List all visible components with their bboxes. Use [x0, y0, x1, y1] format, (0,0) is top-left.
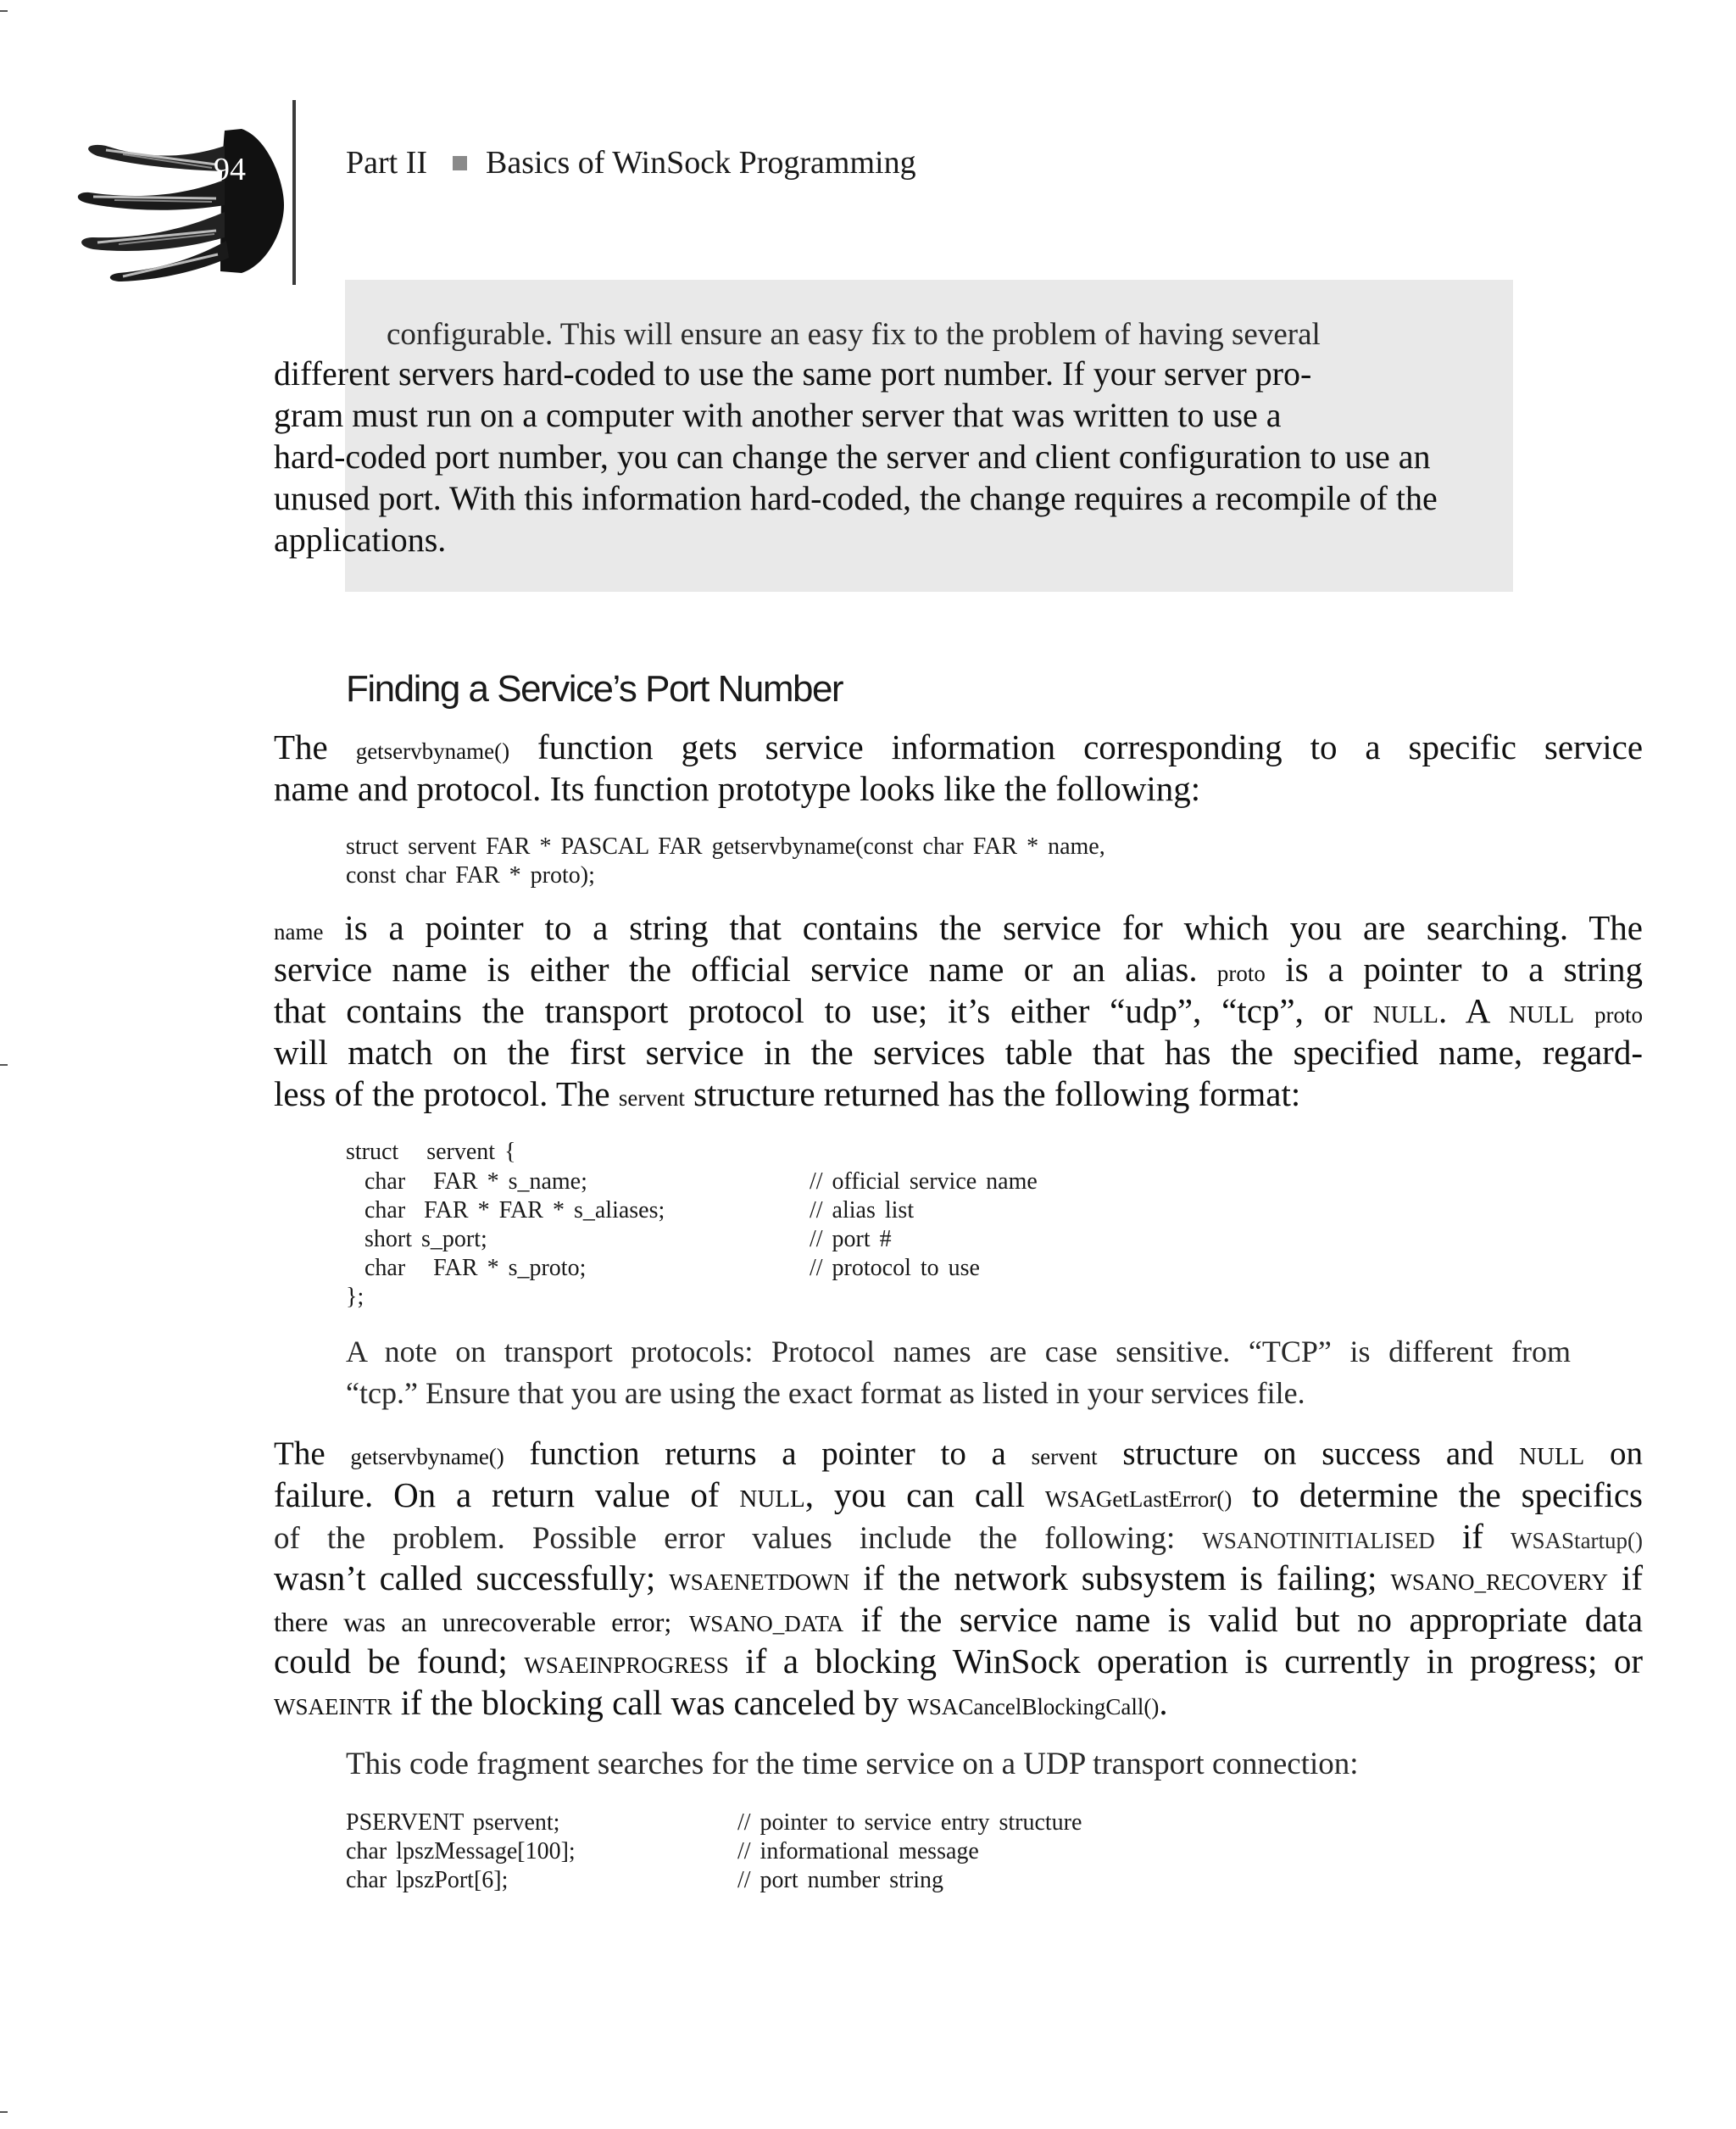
inline-code: WSANO_DATA [688, 1611, 844, 1636]
inline-code: WSANO_RECOVERY [1390, 1569, 1608, 1595]
fragment-code-comment: // port number string [737, 1867, 943, 1893]
text: there was an unrecoverable error; [274, 1607, 672, 1637]
text: of the problem. Possible error values include the following: [274, 1521, 1176, 1556]
page-tab-hand-icon [72, 112, 301, 290]
text: The [274, 727, 328, 766]
inline-code: NULL [739, 1485, 805, 1513]
continuation-line: configurable. This will ensure an easy fix to the problem of having several [387, 317, 1321, 352]
inline-code: WSAStartup() [1511, 1528, 1644, 1553]
inline-code: proto [1216, 961, 1266, 986]
returns-line [274, 1558, 1643, 1603]
text: wasn’t called successfully; [274, 1558, 656, 1597]
returns-line [274, 1433, 1643, 1478]
margin-tick [0, 2111, 8, 2113]
text: if the network subsystem is failing; [863, 1558, 1377, 1597]
text: if the service name is valid but no appropriate data [860, 1600, 1644, 1639]
text: on [1610, 1435, 1644, 1472]
note-line: “tcp.” Ensure that you are using the exact format as listed in your services file. [346, 1376, 1305, 1410]
text: structure on success and [1122, 1435, 1494, 1472]
text: if [1461, 1517, 1483, 1556]
fragment-code-comment: // pointer to service entry structure [737, 1809, 1082, 1836]
text: if the blocking call was canceled by [400, 1683, 899, 1722]
text: structure returned has the following format: [693, 1074, 1301, 1113]
struct-code-comment: // alias list [810, 1197, 915, 1223]
page-number: 94 [214, 152, 246, 187]
fragment-code-line: char lpszPort[6]; [346, 1867, 509, 1893]
fragment-code-line: char lpszMessage[100]; [346, 1838, 576, 1864]
inline-code: WSACancelBlockingCall() [907, 1694, 1160, 1719]
text: , you can call [804, 1475, 1026, 1514]
fragment-code-line: PSERVENT pservent; [346, 1809, 560, 1836]
returns-line [274, 1516, 1643, 1562]
text: function returns a pointer to a [529, 1435, 1006, 1472]
returns-line [274, 1641, 1643, 1686]
struct-code-line: struct servent { [346, 1139, 516, 1165]
params-line [274, 990, 1643, 1036]
inline-code: getservbyname() [355, 738, 510, 764]
intro-line [274, 727, 1643, 772]
margin-tick [0, 1064, 8, 1066]
struct-code-comment: // protocol to use [810, 1255, 980, 1281]
continuation-line: different servers hard-coded to use the same port number. If your server pro- [274, 354, 1312, 393]
inline-code: WSAEINPROGRESS [524, 1652, 729, 1678]
continuation-line: hard-coded port number, you can change the server and client configuration to use an [274, 438, 1431, 476]
inline-code: servent [618, 1085, 685, 1111]
params-line [274, 1073, 1643, 1119]
note-line: A note on transport protocols: Protocol names are case sensitive. “TCP” is different from [346, 1335, 1571, 1368]
text: could be found; [274, 1641, 508, 1680]
struct-code-line: char FAR * FAR * s_aliases; [346, 1197, 665, 1223]
text: service name is either the official service name or an alias. [274, 950, 1198, 989]
returns-line [274, 1599, 1643, 1645]
part-label: Part II [346, 145, 428, 181]
prototype-code-line: const char FAR * proto); [346, 862, 595, 889]
text: . A [1438, 991, 1489, 1030]
margin-tick [0, 10, 8, 12]
inline-code: name [274, 919, 324, 945]
inline-code: proto [1594, 1002, 1644, 1028]
inline-code: servent [1031, 1444, 1098, 1469]
params-line [274, 907, 1643, 953]
inline-code: NULL [1372, 1001, 1438, 1028]
continuation-line: gram must run on a computer with another server that was written to use a [274, 396, 1282, 434]
text: is a pointer to a string that contains the service for which you are searching. The [344, 908, 1643, 947]
inline-code: WSAGetLastError() [1044, 1486, 1232, 1512]
prototype-code-line: struct servent FAR * PASCAL FAR getservbyname(const char FAR * name, [346, 833, 1105, 860]
inline-code: NULL [1518, 1443, 1585, 1470]
bullet-icon [453, 156, 467, 170]
struct-code-line: char FAR * s_proto; [346, 1255, 587, 1281]
text: . [1159, 1683, 1168, 1722]
returns-line [274, 1682, 1643, 1728]
params-line: will match on the first service in the services table that has the specified name, regard- [274, 1033, 1643, 1072]
inline-code: WSAEINTR [274, 1694, 392, 1719]
struct-code-line: }; [346, 1284, 364, 1310]
struct-code-comment: // official service name [810, 1168, 1038, 1195]
text: The [274, 1435, 326, 1472]
continuation-line: unused port. With this information hard-coded, the change requires a recompile of the [274, 479, 1438, 517]
struct-code-line: short s_port; [346, 1226, 487, 1252]
text: if a blocking WinSock operation is currently in progress; or [745, 1641, 1644, 1680]
returns-line [274, 1474, 1643, 1520]
chapter-title: Basics of WinSock Programming [486, 145, 916, 181]
text: less of the protocol. The [274, 1074, 610, 1113]
continuation-line: applications. [274, 521, 447, 559]
params-line [274, 949, 1643, 995]
inline-code: WSAENETDOWN [669, 1569, 850, 1595]
text: is a pointer to a string [1285, 950, 1644, 989]
fragment-code-comment: // informational message [737, 1838, 979, 1864]
struct-code-line: char FAR * s_name; [346, 1168, 587, 1195]
section-heading: Finding a Service’s Port Number [346, 668, 843, 710]
text: if [1621, 1558, 1644, 1597]
inline-code: WSANOTINITIALISED [1202, 1528, 1435, 1553]
fragment-intro: This code fragment searches for the time service on a UDP transport connection: [346, 1747, 1359, 1781]
text: failure. On a return value of [274, 1475, 720, 1514]
struct-code-comment: // port # [810, 1226, 892, 1252]
intro-line: name and protocol. Its function prototype looks like the following: [274, 769, 1201, 808]
text: that contains the transport protocol to use; it’s either “udp”, “tcp”, or [274, 991, 1353, 1030]
running-head [346, 144, 916, 181]
inline-code: NULL [1508, 1001, 1575, 1028]
text: function gets service information corresponding to a specific service [537, 727, 1644, 766]
text: to determine the specifics [1252, 1475, 1644, 1514]
inline-code: getservbyname() [350, 1444, 504, 1469]
